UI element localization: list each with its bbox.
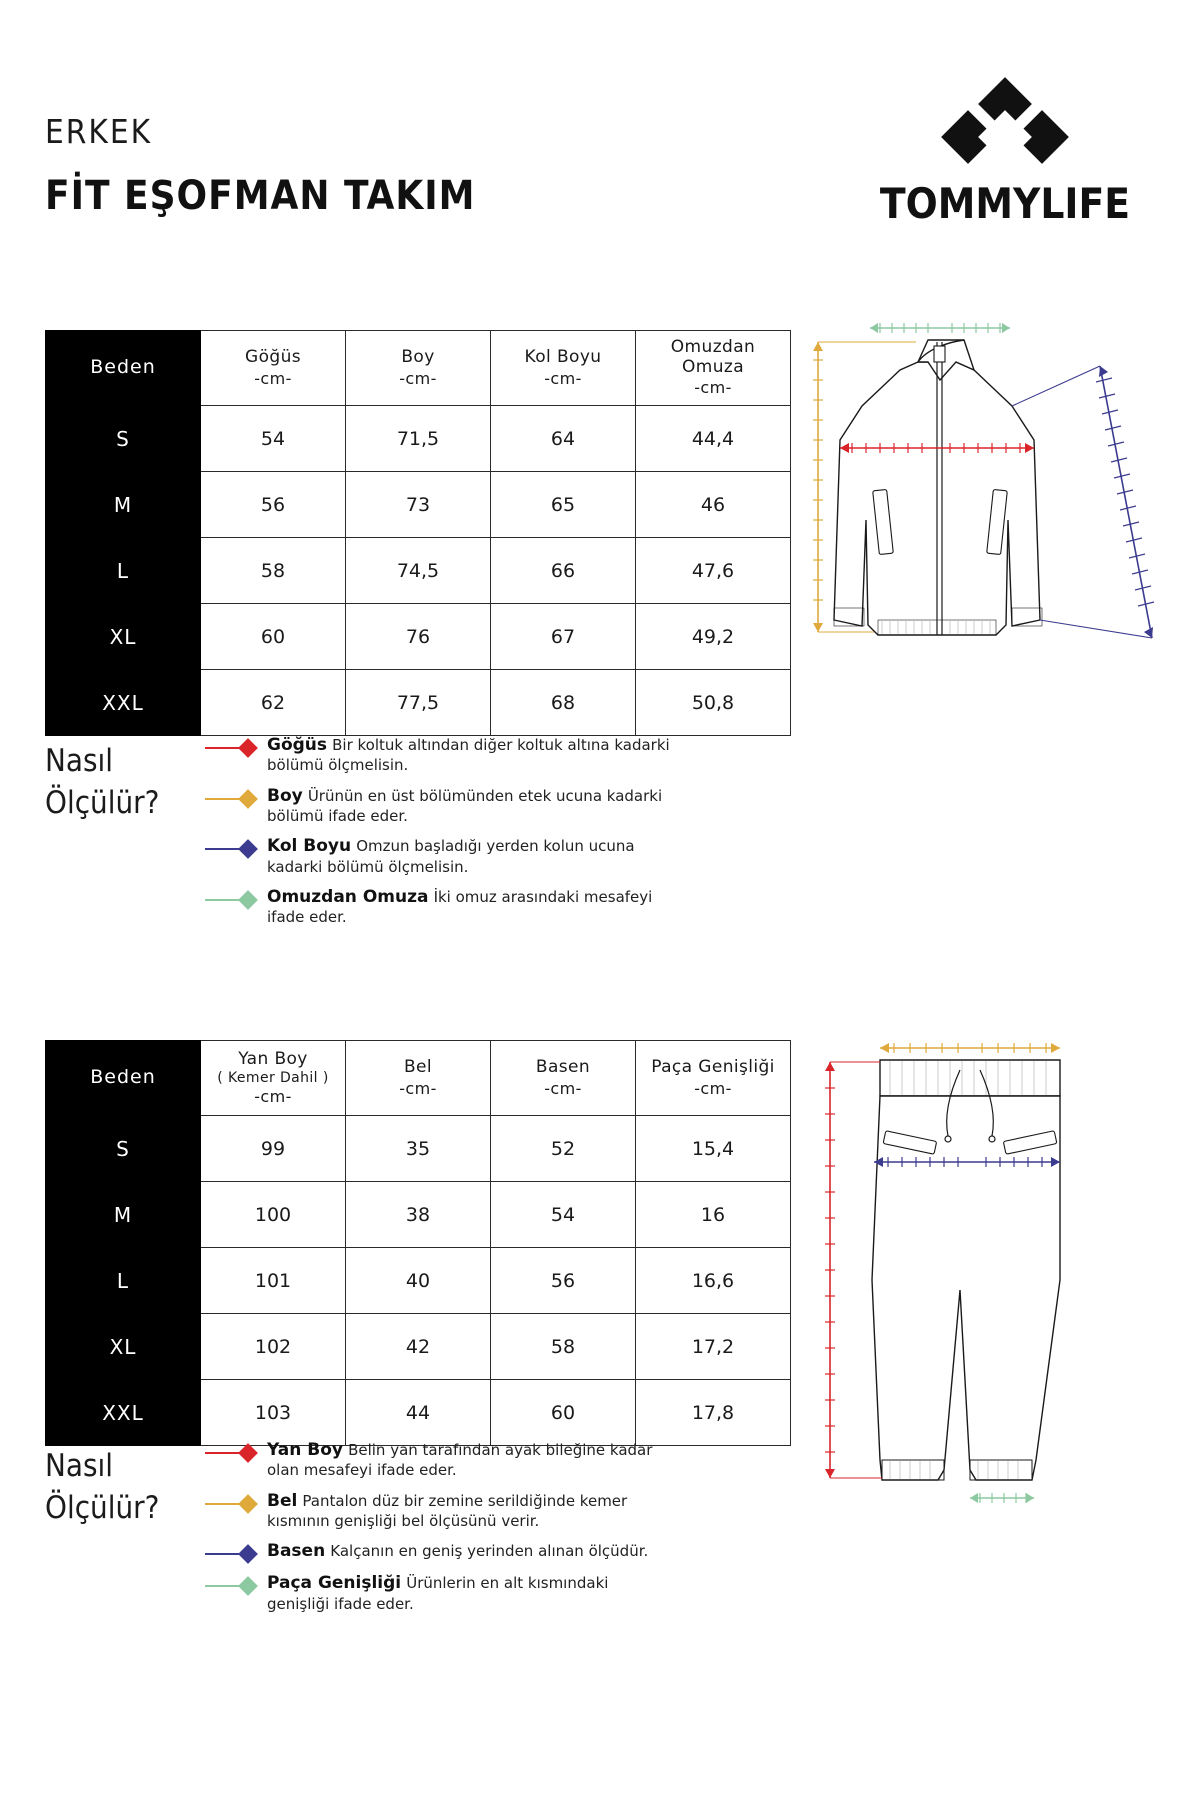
legend-item-desc: Ürünlerin en alt kısmındaki genişliği ifade eder. xyxy=(267,1574,609,1613)
cell-omuzdan-omuza: 49,2 xyxy=(636,604,791,670)
cell-yan-boy: 99 xyxy=(201,1116,346,1182)
cell-gogus: 62 xyxy=(201,670,346,736)
legend-item-desc: Pantalon düz bir zemine serildiğinde kemer kısmının genişliği bel ölçüsünü verir. xyxy=(267,1491,628,1531)
legend-item-name: Yan Boy xyxy=(267,1440,343,1460)
cell-basen: 52 xyxy=(491,1116,636,1182)
legend-item-paca-genisligi xyxy=(205,1573,675,1614)
col-header-paca-genisligi: Paça Genişliği -cm- xyxy=(636,1041,791,1116)
cell-basen: 56 xyxy=(491,1248,636,1314)
legend-item-desc: Ürünün en üst bölümünden etek ucuna kadarki bölümü ifade eder. xyxy=(267,786,663,826)
table-row xyxy=(46,1248,791,1314)
cell-omuzdan-omuza: 47,6 xyxy=(636,538,791,604)
table-row xyxy=(46,1116,791,1182)
cell-boy: 76 xyxy=(346,604,491,670)
legend-marker-icon xyxy=(205,1495,267,1513)
brand-block xyxy=(855,85,1155,228)
table-row xyxy=(46,472,791,538)
legend-marker-icon xyxy=(205,1444,267,1462)
cell-basen: 60 xyxy=(491,1380,636,1446)
cell-yan-boy: 101 xyxy=(201,1248,346,1314)
legend-marker-icon xyxy=(205,790,267,808)
row-size: S xyxy=(46,1116,201,1182)
legend-item-name: Bel xyxy=(267,1490,298,1511)
legend-marker-icon xyxy=(205,739,267,757)
legend-item-boy xyxy=(205,786,675,827)
brand-name: TOMMYLIFE xyxy=(879,179,1131,228)
legend-item-name: Omuzdan Omuza xyxy=(267,886,429,907)
page-header xyxy=(45,112,1155,265)
row-size: L xyxy=(46,1248,201,1314)
row-size: M xyxy=(46,1182,201,1248)
legend-marker-icon xyxy=(205,1577,267,1595)
cell-kol-boyu: 68 xyxy=(491,670,636,736)
legend-item-desc: Belin yan tarafından ayak bileğine kadar olan mesafeyi ifade eder. xyxy=(267,1441,653,1480)
legend-item-omuzdan-omuza xyxy=(205,887,675,928)
legend-item-name: Paça Genişliği xyxy=(267,1573,402,1594)
table-row xyxy=(46,604,791,670)
row-size: L xyxy=(46,538,201,604)
legend-item-basen xyxy=(205,1541,675,1563)
legend-item-name: Göğüs xyxy=(267,735,328,755)
col-header-beden: Beden xyxy=(46,331,201,406)
diamond-cluster-logo-icon xyxy=(935,85,1075,165)
row-size: S xyxy=(46,406,201,472)
legend-title: Nasıl Ölçülür? xyxy=(45,743,160,821)
table-row xyxy=(46,1314,791,1380)
legend-item-bel xyxy=(205,1491,675,1532)
col-header-omuzdan-omuza: Omuzdan Omuza -cm- xyxy=(636,331,791,406)
cell-boy: 74,5 xyxy=(346,538,491,604)
jacket-technical-drawing xyxy=(800,320,1180,660)
pants-technical-drawing xyxy=(810,1040,1180,1520)
row-size: XXL xyxy=(46,670,201,736)
cell-paca-genisligi: 17,2 xyxy=(636,1314,791,1380)
cell-kol-boyu: 64 xyxy=(491,406,636,472)
cell-omuzdan-omuza: 50,8 xyxy=(636,670,791,736)
cell-paca-genisligi: 15,4 xyxy=(636,1116,791,1182)
row-size: XXL xyxy=(46,1380,201,1446)
cell-boy: 73 xyxy=(346,472,491,538)
cell-bel: 40 xyxy=(346,1248,491,1314)
legend-item-name: Kol Boyu xyxy=(267,836,352,857)
cell-yan-boy: 100 xyxy=(201,1182,346,1248)
cell-bel: 38 xyxy=(346,1182,491,1248)
col-header-bel: Bel -cm- xyxy=(346,1041,491,1116)
col-header-beden: Beden xyxy=(46,1041,201,1116)
cell-kol-boyu: 66 xyxy=(491,538,636,604)
legend-item-desc: Bir koltuk altından diğer koltuk altına kadarki bölümü ölçmelisin. xyxy=(267,736,670,775)
cell-bel: 35 xyxy=(346,1116,491,1182)
cell-omuzdan-omuza: 44,4 xyxy=(636,406,791,472)
cell-bel: 44 xyxy=(346,1380,491,1446)
legend-marker-icon xyxy=(205,1545,267,1563)
col-header-boy: Boy -cm- xyxy=(346,331,491,406)
cell-omuzdan-omuza: 46 xyxy=(636,472,791,538)
legend-title: Nasıl Ölçülür? xyxy=(45,1448,160,1526)
cell-bel: 42 xyxy=(346,1314,491,1380)
cell-boy: 71,5 xyxy=(346,406,491,472)
table-row xyxy=(46,670,791,736)
cell-gogus: 56 xyxy=(201,472,346,538)
bottom-size-table xyxy=(45,1040,791,1446)
legend-marker-icon xyxy=(205,891,267,909)
row-size: M xyxy=(46,472,201,538)
legend-item-name: Boy xyxy=(267,785,303,806)
col-header-gogus: Göğüs -cm- xyxy=(201,331,346,406)
row-size: XL xyxy=(46,604,201,670)
table-header-row xyxy=(46,1041,791,1116)
cell-basen: 58 xyxy=(491,1314,636,1380)
cell-paca-genisligi: 17,8 xyxy=(636,1380,791,1446)
legend-item-yan-boy xyxy=(205,1440,675,1481)
legend-item-name: Basen xyxy=(267,1541,326,1562)
table-row xyxy=(46,1380,791,1446)
cell-kol-boyu: 67 xyxy=(491,604,636,670)
cell-yan-boy: 102 xyxy=(201,1314,346,1380)
col-header-yan-boy: Yan Boy ( Kemer Dahil ) -cm- xyxy=(201,1041,346,1116)
table-row xyxy=(46,538,791,604)
legend-item-desc: Kalçanın en geniş yerinden alınan ölçüdür. xyxy=(330,1542,649,1561)
legend-marker-icon xyxy=(205,840,267,858)
cell-paca-genisligi: 16 xyxy=(636,1182,791,1248)
cell-kol-boyu: 65 xyxy=(491,472,636,538)
cell-boy: 77,5 xyxy=(346,670,491,736)
page-category: ERKEK xyxy=(45,112,153,151)
legend-items xyxy=(205,735,675,938)
top-size-table xyxy=(45,330,791,736)
table-row xyxy=(46,406,791,472)
page-title: FİT EŞOFMAN TAKIM xyxy=(45,173,476,219)
cell-gogus: 54 xyxy=(201,406,346,472)
cell-yan-boy: 103 xyxy=(201,1380,346,1446)
cell-basen: 54 xyxy=(491,1182,636,1248)
table-row xyxy=(46,1182,791,1248)
cell-gogus: 58 xyxy=(201,538,346,604)
col-header-basen: Basen -cm- xyxy=(491,1041,636,1116)
legend-item-kol-boyu xyxy=(205,836,675,877)
row-size: XL xyxy=(46,1314,201,1380)
legend-item-desc: Omzun başladığı yerden kolun ucuna kadarki bölümü ölçmelisin. xyxy=(267,837,635,876)
legend-item-desc: İki omuz arasındaki mesafeyi ifade eder. xyxy=(267,887,653,927)
table-header-row xyxy=(46,331,791,406)
col-header-kol-boyu: Kol Boyu -cm- xyxy=(491,331,636,406)
cell-gogus: 60 xyxy=(201,604,346,670)
legend-items xyxy=(205,1440,675,1624)
legend-item-gogus xyxy=(205,735,675,776)
title-block xyxy=(45,112,476,219)
cell-paca-genisligi: 16,6 xyxy=(636,1248,791,1314)
